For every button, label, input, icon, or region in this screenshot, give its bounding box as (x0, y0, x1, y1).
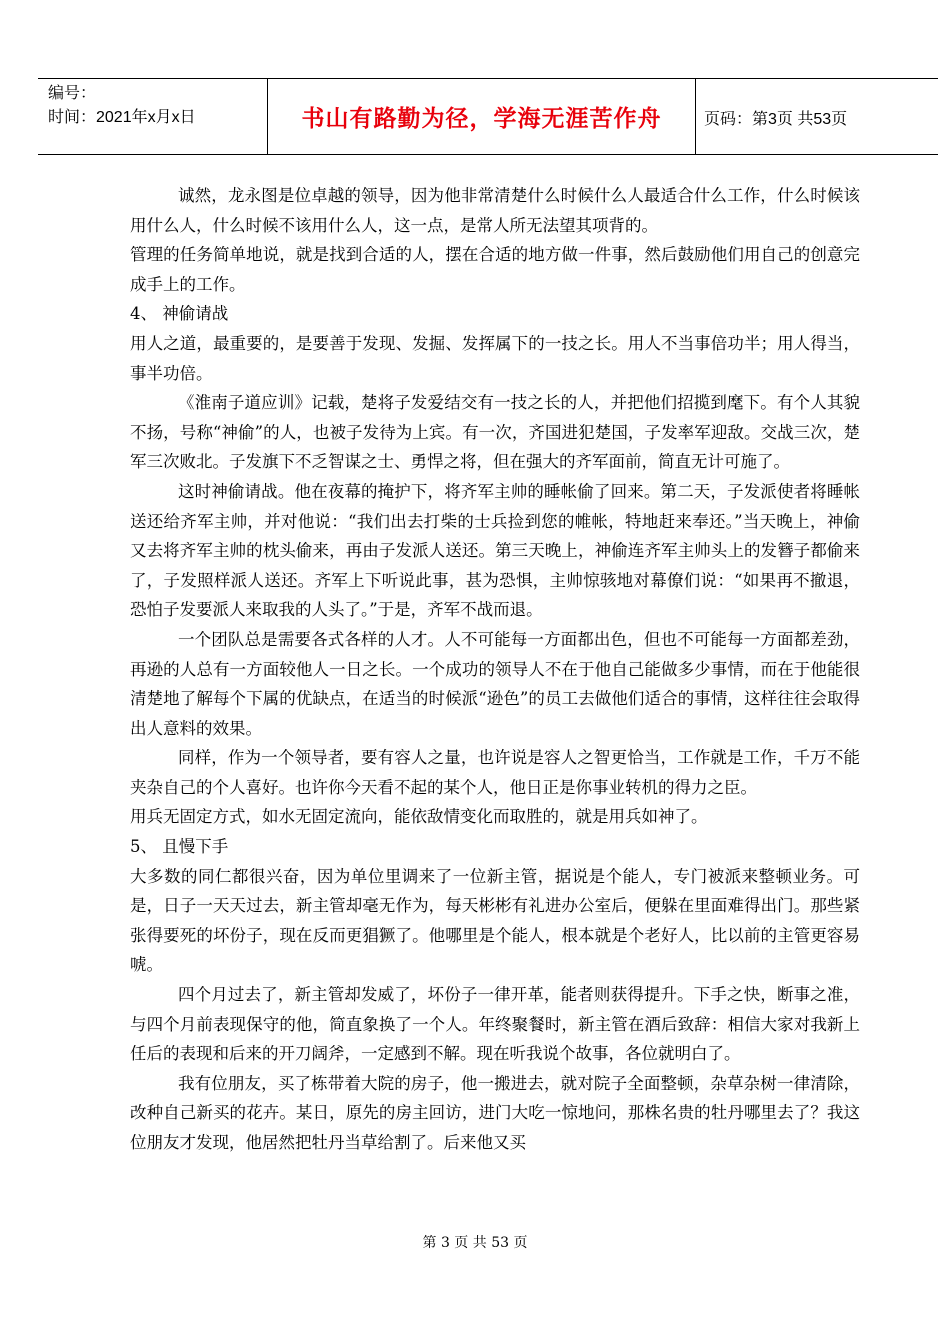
body-paragraph: 这时神偷请战。他在夜幕的掩护下，将齐军主帅的睡帐偷了回来。第二天，子发派使者将睡帐送还给齐军主帅，并对他说：“我们出去打柴的士兵捡到您的帷帐，特地赶来奉还。”当天晚上，神偷又去将齐军主帅的枕头偷来，再由子发派人送还。第三天晚上，神偷连齐军主帅头上的发簪子都偷来了，子发照样派人送还。齐军上下听说此事，甚为恐惧，主帅惊骇地对幕僚们说：“如果再不撤退，恐怕子发要派人来取我的人头了。”于是，齐军不战而退。 (130, 481, 860, 620)
document-number-label: 编号： (48, 85, 97, 102)
body-paragraph: 4、 神偷请战 (130, 304, 229, 324)
page-footer: 第 3 页 共 53 页 (422, 1235, 528, 1251)
document-body (130, 181, 860, 1158)
body-paragraph: 管理的任务简单地说，就是找到合适的人，摆在合适的地方做一件事，然后鼓励他们用自己的创意完成手上的工作。 (130, 245, 860, 294)
document-time-label: 时间：2021年x月x日 (48, 109, 196, 126)
body-paragraph: 我有位朋友，买了栋带着大院的房子，他一搬进去，就对院子全面整顿，杂草杂树一律清除，改种自己新买的花卉。某日，原先的房主回访，进门大吃一惊地问，那株名贵的牡丹哪里去了？我这位朋友才发现，他居然把牡丹当草给割了。后来他又买 (130, 1073, 860, 1152)
header-meta (48, 82, 196, 130)
body-paragraph: 大多数的同仁都很兴奋，因为单位里调来了一位新主管，据说是个能人，专门被派来整顿业务。可是，日子一天天过去，新主管却毫无作为，每天彬彬有礼进办公室后，便躲在里面难得出门。那些紧张得要死的坏份子，现在反而更猖獗了。他哪里是个能人，根本就是个老好人，比以前的主管更容易唬。 (130, 866, 860, 975)
header-top-rule (38, 78, 938, 79)
body-paragraph: 用人之道，最重要的，是要善于发现、发掘、发挥属下的一技之长。用人不当事倍功半；用人得当，事半功倍。 (130, 333, 860, 383)
header-divider-right (695, 78, 696, 155)
body-paragraph: 同样，作为一个领导者，要有容人之量，也许说是容人之智更恰当，工作就是工作，千万不能夹杂自己的个人喜好。也许你今天看不起的某个人，他日正是你事业转机的得力之臣。 (130, 748, 860, 797)
header-slogan: 书山有路勤为径，学海无涯苦作舟 (301, 106, 662, 132)
body-paragraph: 四个月过去了，新主管却发威了，坏份子一律开革，能者则获得提升。下手之快，断事之准，与四个月前表现保守的他，简直象换了一个人。年终聚餐时，新主管在酒后致辞：相信大家对我新上任后的表现和后来的开刀阔斧，一定感到不解。现在听我说个故事，各位就明白了。 (130, 985, 860, 1064)
body-paragraph: 一个团队总是需要各式各样的人才。人不可能每一方面都出色，但也不可能每一方面都差劲，再逊的人总有一方面较他人一日之长。一个成功的领导人不在于他自己能做多少事情，而在于他能很清楚地了解每个下属的优缺点，在适当的时候派“逊色”的员工去做他们适合的事情，这样往往会取得出人意料的效果。 (130, 629, 860, 738)
header-bottom-rule (38, 154, 938, 155)
body-paragraph: 用兵无固定方式，如水无固定流向，能依敌情变化而取胜的，就是用兵如神了。 (130, 807, 708, 827)
body-paragraph: 诚然，龙永图是位卓越的领导，因为他非常清楚什么时候什么人最适合什么工作，什么时候该用什么人，什么时候不该用什么人，这一点，是常人所无法望其项背的。 (130, 186, 860, 235)
body-paragraph: 5、 且慢下手 (130, 837, 229, 857)
body-paragraph: 《淮南子道应训》记载，楚将子发爱结交有一技之长的人，并把他们招揽到麾下。有个人其貌不扬，号称“神偷”的人，也被子发待为上宾。有一次，齐国进犯楚国，子发率军迎敌。交战三次，楚军三次败北。子发旗下不乏智谋之士、勇悍之将，但在强大的齐军面前，简直无计可施了。 (130, 393, 860, 472)
header-page-info: 页码：第3页 共53页 (704, 111, 848, 128)
